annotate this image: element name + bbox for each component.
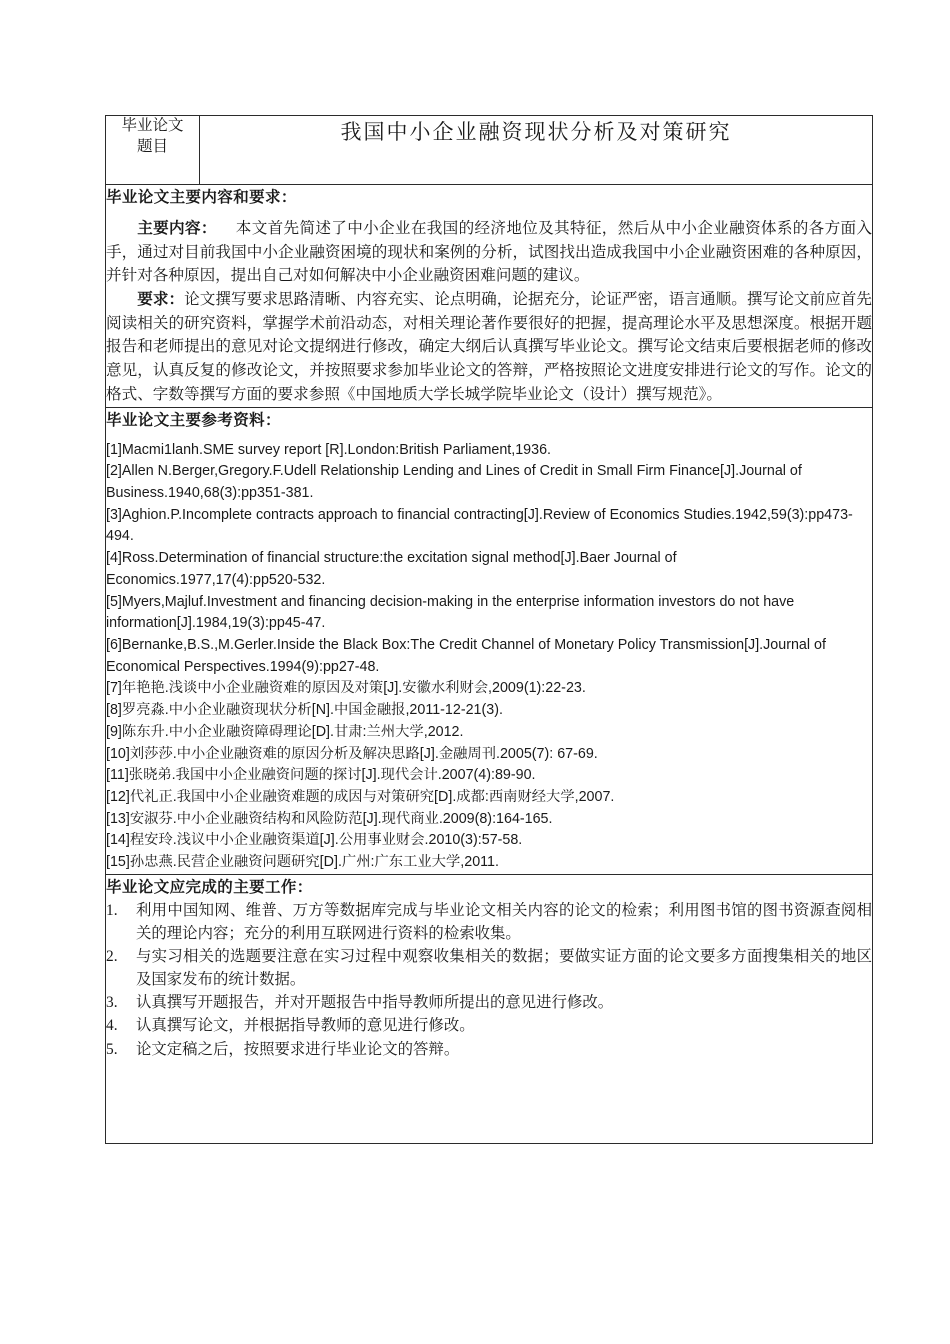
task-number: 3. <box>106 994 118 1012</box>
list-item: [2]Allen N.Berger,Gregory.F.Udell Relationship Lending and Lines of Credit in Small Firm Finance[J].Journal of Business.1940,68(3):pp351-381. <box>106 463 802 501</box>
thesis-title-value-cell: 我国中小企业融资现状分析及对策研究 <box>200 116 873 185</box>
table-row-tasks <box>106 874 873 1143</box>
list-item <box>106 1038 872 1061</box>
list-item: [10]刘莎莎.中小企业融资难的原因分析及解决思路[J].金融周刊.2005(7): 67-69. <box>106 745 598 762</box>
task-number: 4. <box>106 1017 118 1035</box>
content-paragraph-requirements <box>106 288 872 406</box>
content-paragraph-requirements-lead: 要求： <box>137 291 185 309</box>
list-item <box>106 945 872 991</box>
list-item: [12]代礼正.我国中小企业融资难题的成因与对策研究[D].成都:西南财经大学,2007. <box>106 789 615 805</box>
content-paragraph-main-lead: 主要内容： <box>137 220 217 237</box>
list-item: [5]Myers,Majluf.Investment and financing decision-making in the enterprise information investors do not have information[J].1984,19(3):pp45-47. <box>106 593 795 632</box>
content-paragraph-requirements-text: 论文撰写要求思路清晰、内容充实、论点明确，论据充分，论证严密，语言通顺。撰写论文前应首先阅读相关的研究资料，掌握学术前沿动态，对相关理论著作要很好的把握，提高理论水平及思想深度。根据开题报告和老师提出的意见对论文提纲进行修改，确定大纲后认真撰写毕业论文。撰写论文结束后要根据老师的修改意见，认真反复的修改论文，并按照要求参加毕业论文的答辩，严格按照论文进度安排进行论文的写作。论文的格式、字数等撰写方面的要求参照《中国地质大学长城学院毕业论文（设计）撰写规范》。 <box>106 291 872 403</box>
tasks-cell <box>106 874 873 1143</box>
task-text: 与实习相关的选题要注意在实习过程中观察收集相关的数据；要做实证方面的论文要多方面搜集相关的地区及国家发布的统计数据。 <box>136 948 872 989</box>
list-item: [3]Aghion.P.Incomplete contracts approach to financial contracting[J].Review of Economics Studies.1942,59(3):pp473-494. <box>106 506 853 545</box>
task-number: 1. <box>106 901 118 919</box>
content-paragraph-main <box>106 217 872 288</box>
list-item <box>106 1014 872 1037</box>
task-text: 利用中国知网、维普、万方等数据库完成与毕业论文相关内容的论文的检索；利用图书馆的图书资源查阅相关的理论内容；充分的利用互联网进行资料的检索收集。 <box>136 901 872 942</box>
tasks-section-heading: 毕业论文应完成的主要工作： <box>106 878 313 896</box>
thesis-title-label-cell <box>106 116 200 185</box>
references-section-heading: 毕业论文主要参考资料： <box>106 411 281 429</box>
table-row-references <box>106 407 873 874</box>
task-text: 认真撰写开题报告，并对开题报告中指导教师所提出的意见进行修改。 <box>136 994 614 1012</box>
list-item: [14]程安玲.浅议中小企业融资渠道[J].公用事业财会.2010(3):57-58. <box>106 832 523 849</box>
list-item: [8]罗亮淼.中小企业融资现状分析[N].中国金融报,2011-12-21(3). <box>106 702 503 719</box>
list-item: [11]张晓弟.我国中小企业融资问题的探讨[J].现代会计.2007(4):89-90. <box>106 767 536 784</box>
list-item: [13]安淑芬.中小企业融资结构和风险防范[J].现代商业.2009(8):164-165. <box>106 810 553 827</box>
list-item <box>106 899 872 945</box>
content-requirements-cell <box>106 185 873 408</box>
list-item: [9]陈东升.中小企业融资障碍理论[D].甘肃:兰州大学,2012. <box>106 723 464 740</box>
content-section-heading: 毕业论文主要内容和要求： <box>106 189 297 206</box>
task-text: 论文定稿之后，按照要求进行毕业论文的答辩。 <box>136 1040 460 1058</box>
list-item: [7]年艳艳.浅谈中小企业融资难的原因及对策[J].安徽水利财会,2009(1):22-23. <box>106 680 586 697</box>
task-list <box>106 899 872 1061</box>
task-number: 5. <box>106 1040 118 1058</box>
list-item: [4]Ross.Determination of financial structure:the excitation signal method[J].Baer Journal of Economics.1977,17(4):pp520-532. <box>106 550 677 588</box>
list-item: [1]Macmi1lanh.SME survey report [R].London:British Parliament,1936. <box>106 441 551 458</box>
list-item <box>106 991 872 1014</box>
thesis-assignment-table <box>105 115 873 1144</box>
content-paragraph-main-text: 本文首先简述了中小企业在我国的经济地位及其特征，然后从中小企业融资体系的各方面入手，通过对目前我国中小企业融资困境的现状和案例的分析，试图找出造成我国中小企业融资困难的各种原因，并针对各种原因，提出自己对如何解决中小企业融资困难问题的建议。 <box>106 220 872 285</box>
list-item: [6]Bernanke,B.S.,M.Gerler.Inside the Black Box:The Credit Channel of Monetary Policy Transmission[J].Journal of Economical Perspectives.1994(9):pp27-48. <box>106 636 826 675</box>
reference-list <box>106 440 872 874</box>
task-text: 认真撰写论文，并根据指导教师的意见进行修改。 <box>136 1017 475 1035</box>
references-cell <box>106 407 873 874</box>
thesis-title-label-line1: 毕业论文 <box>121 117 184 134</box>
task-number: 2. <box>106 948 118 966</box>
thesis-title-label-line2: 题目 <box>136 137 168 155</box>
table-row-title <box>106 116 873 185</box>
table-row-content <box>106 185 873 408</box>
list-item: [15]孙忠燕.民营企业融资问题研究[D].广州:广东工业大学,2011. <box>106 854 499 871</box>
